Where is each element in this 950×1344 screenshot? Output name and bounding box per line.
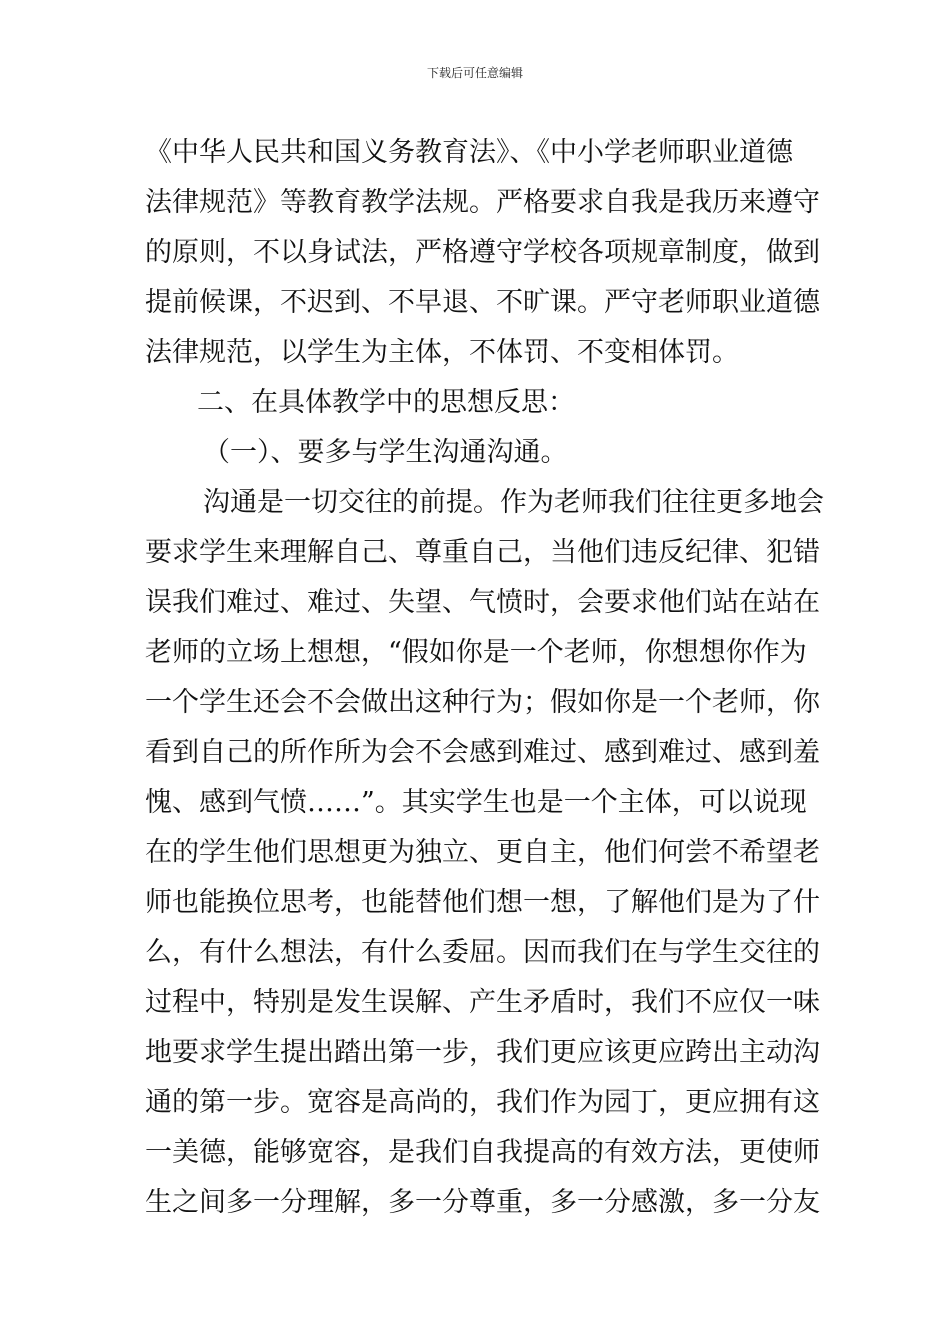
page-header-note: 下载后可任意编辑 (426, 66, 523, 80)
text-line: 地要求学生提出踏出第一步，我们更应该更应跨出主动沟 (145, 1037, 820, 1068)
text-line: 么，有什么想法，有什么委屈。因而我们在与学生交往的 (145, 937, 820, 968)
text-line: 生之间多一分理解，多一分尊重，多一分感激，多一分友 (145, 1187, 820, 1218)
text-line: 提前候课，不迟到、不早退、不旷课。严守老师职业道德 (145, 287, 820, 318)
text-line: 一个学生还会不会做出这种行为；假如你是一个老师，你 (145, 687, 820, 718)
text-line: 的原则，不以身试法，严格遵守学校各项规章制度，做到 (145, 237, 820, 268)
text-line: 通的第一步。宽容是高尚的，我们作为园丁，更应拥有这 (145, 1087, 820, 1118)
document-body (145, 128, 824, 1228)
text-line: 老师的立场上想想，“假如你是一个老师，你想想你作为 (145, 637, 807, 668)
text-line: 过程中，特别是发生误解、产生矛盾时，我们不应仅一味 (145, 987, 820, 1018)
paragraph-first-line: 沟通是一切交往的前提。作为老师我们往往更多地会 (203, 487, 824, 518)
section-heading: 二、在具体教学中的思想反思： (197, 387, 575, 418)
text-line: 误我们难过、难过、失望、气愤时，会要求他们站在站在 (145, 587, 820, 618)
text-line: 要求学生来理解自己、尊重自己，当他们违反纪律、犯错 (145, 537, 820, 568)
text-line: 师也能换位思考，也能替他们想一想，了解他们是为了什 (145, 887, 820, 918)
text-line: 法律规范》等教育教学法规。严格要求自我是我历来遵守 (145, 187, 820, 218)
text-line: 一美德，能够宽容，是我们自我提高的有效方法，更使师 (145, 1137, 820, 1168)
text-line: 看到自己的所作所为会不会感到难过、感到难过、感到羞 (145, 737, 820, 768)
text-line: 法律规范，以学生为主体，不体罚、不变相体罚。 (145, 337, 739, 368)
text-line: 在的学生他们思想更为独立、更自主，他们何尝不希望老 (145, 837, 820, 868)
text-line: 《中华人民共和国义务教育法》、《中小学老师职业道德 (145, 137, 793, 168)
text-line: 愧、感到气愤……”。其实学生也是一个主体，可以说现 (145, 787, 807, 818)
subsection-heading: （一）、要多与学生沟通沟通。 (203, 437, 568, 468)
